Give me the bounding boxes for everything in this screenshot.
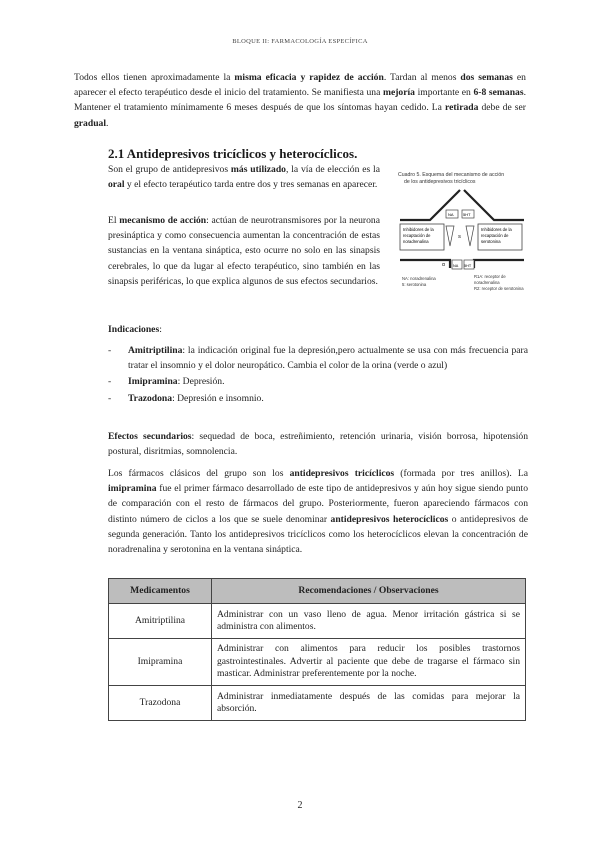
- mechanism-paragraph: El mecanismo de acción: actúan de neurotransmisores por la neurona presináptica y como consecuencia aumentan la concentración de estas sustancias en la ventana sináptica, esto ocurre no solo en las sinapsis cerebrales, lo que da lugar al efecto terapéutico, sino también en las sinapsis periféricas, lo que explica algunos de sus efectos secundarios.: [108, 215, 380, 287]
- left-box-line1: Inhibidores de la: [403, 227, 434, 232]
- mid-label: S: [458, 234, 462, 239]
- table-row: [109, 686, 526, 721]
- drug-note: Administrar inmediatamente después de las comidas para mejorar la absorción.: [212, 686, 526, 721]
- mechanism-diagram: [394, 168, 530, 298]
- column-header-drug: Medicamentos: [109, 579, 212, 604]
- drug-note: Administrar con alimentos para reducir los posibles trastornos gastrointestinales. Advertir al paciente que debe de tragarse el fármaco sin masticar. Administrar preferentemente por la noche.: [212, 639, 526, 686]
- right-box-line2: recaptación de: [481, 233, 509, 238]
- figure-title-line2: de los antidepresivos tricíclicos: [404, 179, 476, 185]
- side-effects-paragraph: Efectos secundarios: sequedad de boca, estreñimiento, retención urinaria, visión borrosa, hipotensión postural, disritmias, somnolencia.: [108, 431, 528, 458]
- table-header-row: [109, 579, 526, 604]
- legend-right-1: R1A: receptor de: [474, 274, 506, 279]
- legend-right-2: noradrenalina: [474, 280, 500, 285]
- table-row: [109, 639, 526, 686]
- column-header-notes: Recomendaciones / Observaciones: [212, 579, 526, 604]
- arrow-right: [466, 226, 474, 246]
- legend-left-1: NA: noradrenalina: [402, 276, 436, 281]
- indications-heading: Indicaciones:: [108, 324, 162, 335]
- right-box-line1: Inhibidores de la: [481, 227, 512, 232]
- alpha-label: α: [442, 262, 445, 268]
- drug-name: Trazodona: [109, 686, 212, 721]
- list-item: - Amitriptilina: la indicación original fue la depresión,pero actualmente se usa con más frecuencia para tratar el insomnio y el dolor neuropático. Cambia el color de la orina (verde o azul): [108, 345, 528, 372]
- medications-table: [108, 578, 526, 721]
- section-title: 2.1 Antidepresivos tricíclicos y heterocíclicos.: [108, 146, 358, 161]
- drug-name: Amitriptilina: [109, 604, 212, 639]
- running-header: BLOQUE II: FARMACOLOGÍA ESPECÍFICA: [232, 38, 368, 45]
- legend-left-2: 5: serotonina: [402, 282, 427, 287]
- classic-drugs-paragraph: Los fármacos clásicos del grupo son los antidepresivos tricíclicos (formada por tres anillos). La imipramina fue el primer fármaco desarrollado de este tipo de antidepresivos y aún hoy sigue siendo punto de comparación con el resto de fármacos del grupo. Posteriormente, fueron apareciendo fármacos con distinto número de ciclos a los que se suele denominar antidepresivos heterocíclicos o antidepresivos de segunda generación. Tanto los antidepresivos tricíclicos como los heterocíclicos elevan la concentración de noradrenalina y serotonina en la ventana sináptica.: [108, 468, 529, 556]
- drug-name: Imipramina: [109, 639, 212, 686]
- group-paragraph: Son el grupo de antidepresivos más utilizado, la vía de elección es la oral y el efecto terapéutico tarda entre dos y tres semanas en aparecer.: [108, 164, 380, 191]
- indications-list: [108, 343, 528, 407]
- vesicle-na-label: NA: [448, 212, 454, 217]
- figure-title-line1: Cuadro 5. Esquema del mecanismo de acción: [398, 172, 505, 178]
- legend-right-3: R2: receptor de serotonina: [474, 286, 524, 291]
- left-box-line3: noradrenalina: [403, 239, 429, 244]
- receptor-na-label: NA: [453, 264, 459, 268]
- table-row: [109, 604, 526, 639]
- list-item: - Imipramina: Depresión.: [108, 376, 225, 388]
- arrow-left: [446, 226, 454, 246]
- page-number: 2: [297, 800, 303, 811]
- receptor-5ht-label: 5HT: [464, 264, 472, 268]
- list-item: - Trazodona: Depresión e insomnio.: [108, 392, 264, 404]
- vesicle-5ht-label: 5HT: [463, 212, 471, 217]
- intro-paragraph: Todos ellos tienen aproximadamente la misma eficacia y rapidez de acción. Tardan al menos dos semanas en aparecer el efecto terapéutico desde el inicio del tratamiento. Se manifiesta una mejoría importante en 6-8 semanas. Mantener el tratamiento mínimamente 6 meses después de que los síntomas hayan cedido. La retirada debe de ser gradual.: [74, 72, 526, 129]
- drug-note: Administrar con un vaso lleno de agua. Menor irritación gástrica si se administra con alimentos.: [212, 604, 526, 639]
- left-box-line2: recaptación de: [403, 233, 431, 238]
- right-box-line3: serotonina: [481, 239, 501, 244]
